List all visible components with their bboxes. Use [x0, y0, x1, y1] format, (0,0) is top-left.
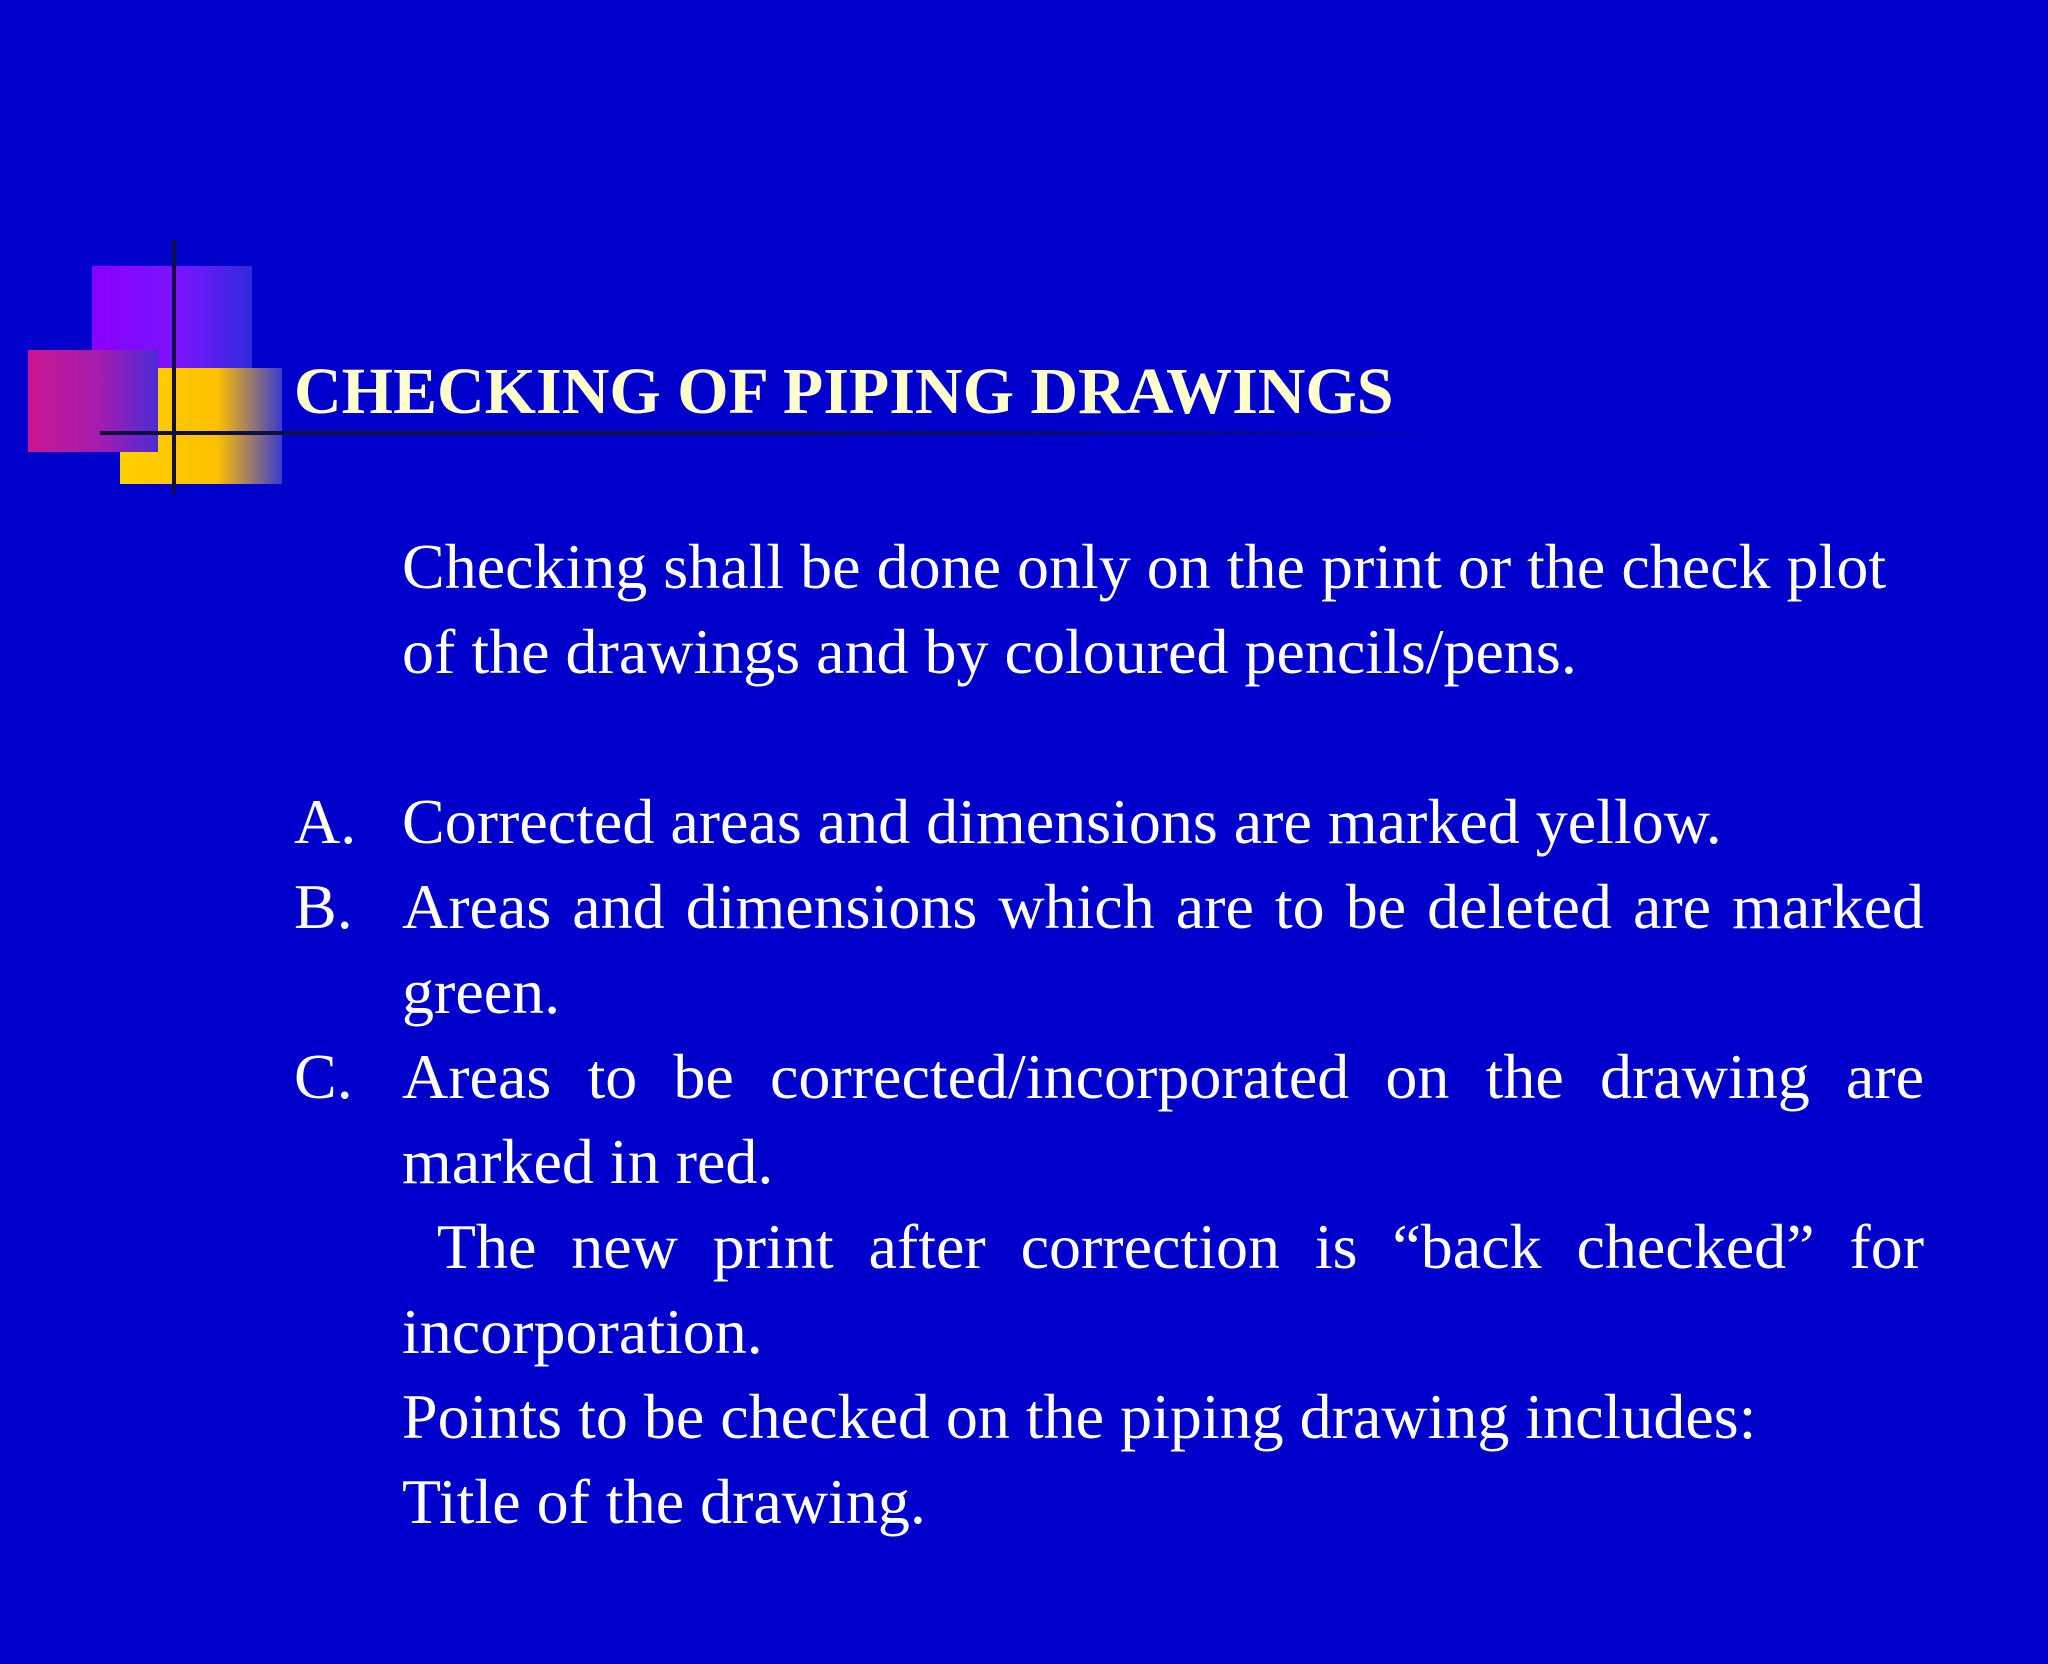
intro-paragraph: Checking shall be done only on the print or the check plot of the drawings and by coloured pencils/pens.	[402, 531, 1887, 687]
list-item	[294, 864, 1924, 1034]
pink-square-shape	[28, 350, 158, 452]
list-marker: C.	[294, 1041, 353, 1112]
list-marker: A.	[294, 786, 357, 857]
list-marker: B.	[294, 871, 353, 942]
back-check-paragraph: The new print after correction is “back checked” for incorporation.	[402, 1211, 1941, 1367]
slide-title: CHECKING OF PIPING DRAWINGS	[294, 355, 1394, 428]
list-item	[294, 1034, 1924, 1204]
marking-list	[294, 779, 1924, 1204]
list-item-text: Areas and dimensions which are to be deleted are marked green.	[402, 871, 1924, 1027]
list-item	[294, 779, 1924, 864]
points-paragraph: Points to be checked on the piping drawing includes:	[402, 1381, 1757, 1452]
vertical-rule	[172, 240, 176, 494]
slide-body	[294, 524, 1941, 1544]
title-point-paragraph: Title of the drawing.	[402, 1466, 926, 1537]
list-item-text: Corrected areas and dimensions are marked yellow.	[402, 786, 1722, 857]
list-item-text: Areas to be corrected/incorporated on the drawing are marked in red.	[402, 1041, 1924, 1197]
